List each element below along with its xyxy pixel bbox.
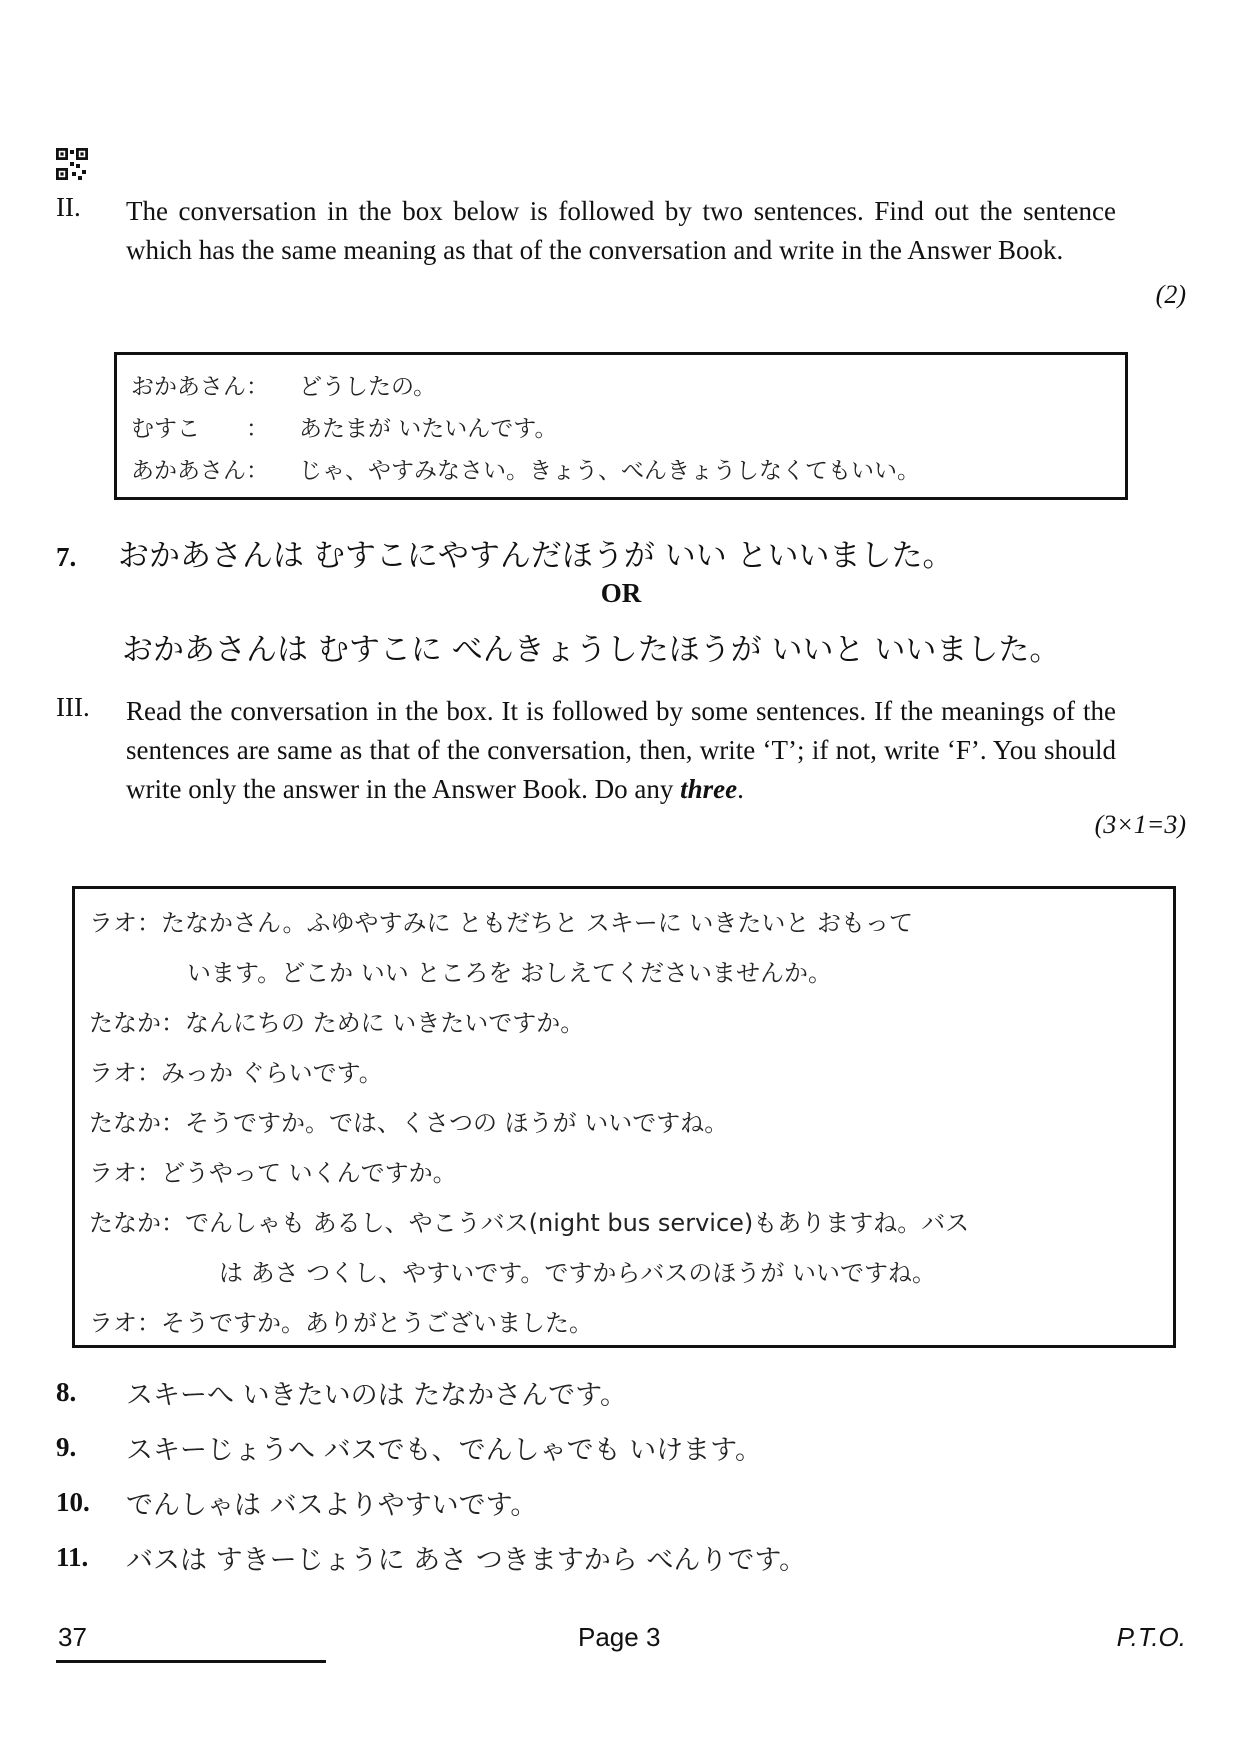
dialogue-line <box>131 363 1111 405</box>
dialogue-text: なんにちの ために いきたいですか。 <box>185 1008 585 1037</box>
dialogue-text: たなかさん。ふゆやすみに ともだちと スキーに いきたいと おもって <box>161 908 913 937</box>
question-list <box>56 1365 1186 1585</box>
section-instruction: The conversation in the box below is followed by two sentences. Find out the sentence which has the same meaning as that of the conversation and write in the Answer Book. <box>126 196 1116 265</box>
section-number: III. <box>56 692 90 722</box>
dialogue-line <box>89 1195 1159 1245</box>
section-2 <box>56 192 1186 309</box>
dialogue-line <box>131 447 1111 489</box>
section-3 <box>56 692 1186 839</box>
conversation-box-1 <box>114 352 1128 500</box>
question-text: スキーじょうへ バスでも、でんしゃでも いけます。 <box>126 1435 763 1466</box>
speaker-name: あかあさん： <box>131 457 269 484</box>
speaker-name: むすこ ： <box>131 415 269 442</box>
question-number: 11. <box>56 1542 89 1572</box>
speaker-name: たなか： <box>89 1008 185 1037</box>
speaker-name: ラオ： <box>89 1308 161 1337</box>
question-text: バスは すきーじょうに あさ つきますから べんりです。 <box>126 1545 807 1576</box>
question-number: 8. <box>56 1377 77 1407</box>
question-number: 9. <box>56 1432 77 1462</box>
question-number: 7. <box>56 542 77 572</box>
question-item <box>56 1530 1186 1585</box>
dialogue-line <box>89 945 1159 995</box>
speaker-name: ラオ： <box>89 1158 161 1187</box>
dialogue-text: そうですか。ありがとうございました。 <box>161 1308 593 1337</box>
instruction-text: Read the conversation in the box. It is followed by some sentences. If the meanings of the sentences are same as that of the conversation, then, write ‘T’; if not, write ‘F’. You should write only the answer in the Answer Book. Do any <box>126 696 1116 804</box>
page-number: Page 3 <box>578 1622 661 1652</box>
dialogue-text: そうですか。では、くさつの ほうが いいですね。 <box>185 1108 729 1137</box>
dialogue-line <box>89 1245 1159 1295</box>
conversation-box-2 <box>72 886 1176 1348</box>
dialogue-line <box>89 895 1159 945</box>
dialogue-line <box>89 995 1159 1045</box>
dialogue-text: みっか ぐらいです。 <box>161 1058 383 1087</box>
section-marks: (3×1=3) <box>1094 810 1186 839</box>
pto-label: P.T.O. <box>1116 1622 1186 1652</box>
dialogue-text: は あさ つくし、やすいです。ですからバスのほうが いいですね。 <box>219 1258 936 1287</box>
or-label: OR <box>600 578 642 608</box>
question-item <box>56 1420 1186 1475</box>
dialogue-text: でんしゃも あるし、やこうバス(night bus service)もありますね。バス <box>185 1208 970 1237</box>
section-marks: (2) <box>1155 280 1186 309</box>
question-item <box>56 1475 1186 1530</box>
qr-code-icon <box>56 148 88 180</box>
instruction-text-end: . <box>737 774 744 804</box>
speaker-name: たなか： <box>89 1208 185 1237</box>
dialogue-line <box>89 1045 1159 1095</box>
speaker-name: おかあさん： <box>131 373 269 400</box>
dialogue-text: あたまが いたいんです。 <box>299 415 558 442</box>
question-text: スキーへ いきたいのは たなかさんです。 <box>126 1380 628 1411</box>
question-number: 10. <box>56 1487 90 1517</box>
dialogue-line <box>89 1145 1159 1195</box>
speaker-name: たなか： <box>89 1108 185 1137</box>
question-item <box>56 1365 1186 1420</box>
dialogue-text: じゃ、やすみなさい。きょう、べんきょうしなくてもいい。 <box>299 457 920 484</box>
question-option-1: おかあさんは むすこにやすんだほうが いい といいました。 <box>118 538 954 574</box>
section-instruction <box>126 692 1116 809</box>
dialogue-line <box>89 1095 1159 1145</box>
paper-code: 37 <box>58 1622 87 1652</box>
section-number: II. <box>56 192 81 222</box>
speaker-name: ラオ： <box>89 908 161 937</box>
footer-divider <box>56 1660 326 1663</box>
dialogue-line <box>131 405 1111 447</box>
instruction-emphasis: three <box>680 774 738 804</box>
question-text: でんしゃは バスよりやすいです。 <box>126 1490 538 1521</box>
dialogue-text: どうやって いくんですか。 <box>161 1158 457 1187</box>
dialogue-line <box>89 1295 1159 1345</box>
dialogue-text: どうしたの。 <box>299 373 437 400</box>
question-option-2: おかあさんは むすこに べんきょうしたほうが いいと いいました。 <box>122 632 1061 668</box>
speaker-name: ラオ： <box>89 1058 161 1087</box>
dialogue-text: います。どこか いい ところを おしえてくださいませんか。 <box>187 958 832 987</box>
